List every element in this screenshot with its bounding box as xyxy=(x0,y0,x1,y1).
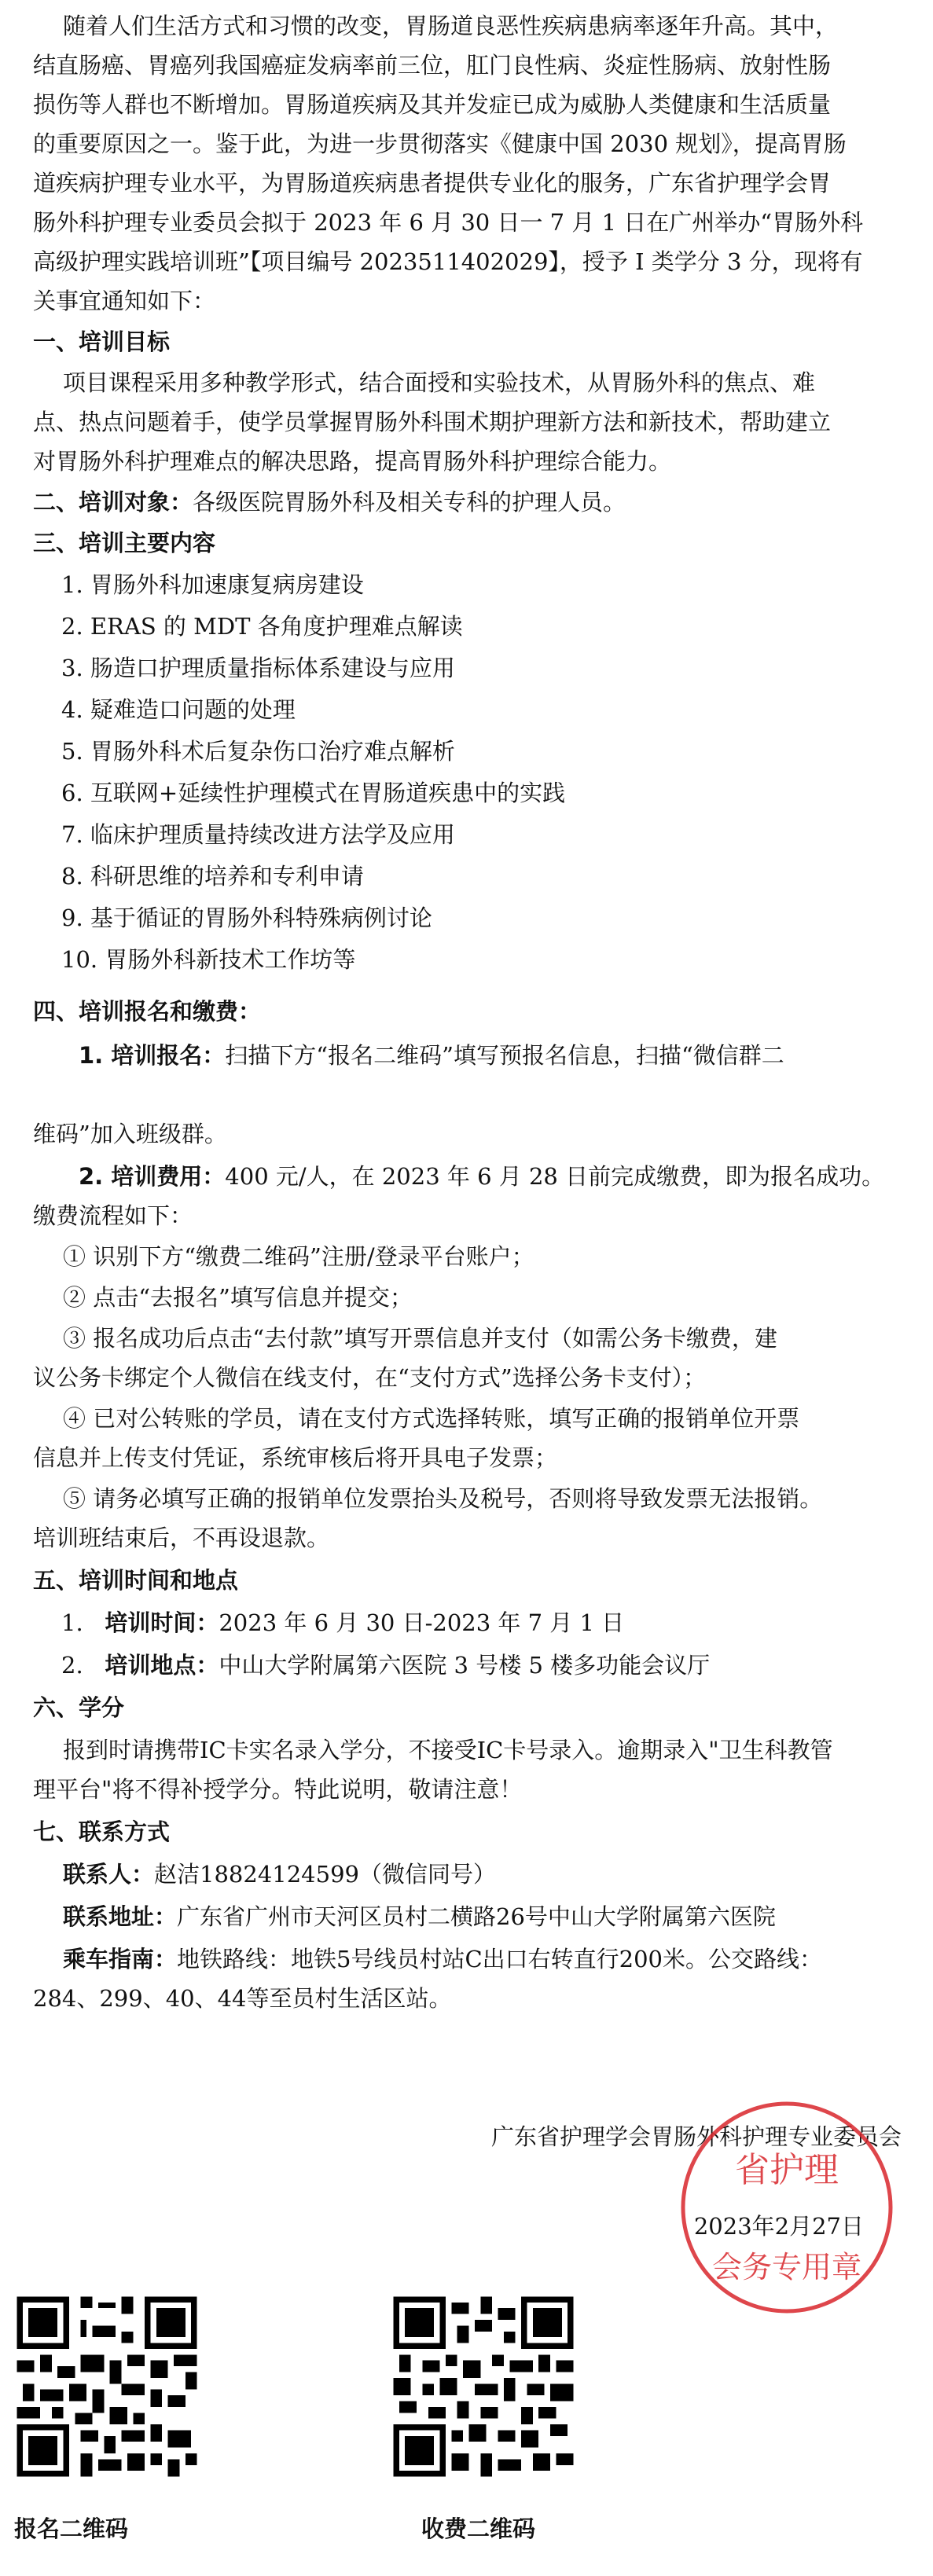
transport-label: 乘车指南： xyxy=(63,1946,178,1972)
goal-line: 项目课程采用多种教学形式，结合面授和实验技术，从胃肠外科的焦点、难 xyxy=(63,369,816,396)
intro-line: 损伤等人群也不断增加。胃肠道疾病及其并发症已成为威胁人类健康和生活质量 xyxy=(33,91,832,118)
place-text: 中山大学附属第六医院 3 号楼 5 楼多功能会议厅 xyxy=(219,1652,711,1679)
goal-line: 点、热点问题着手，使学员掌握胃肠外科围术期护理新方法和新技术，帮助建立 xyxy=(33,409,832,435)
official-seal-stamp xyxy=(674,2095,899,2320)
list-item: 5. 胃肠外科术后复杂伤口治疗难点解析 xyxy=(61,738,455,765)
contact-line xyxy=(63,1855,933,1894)
list-item: 2. ERAS 的 MDT 各角度护理难点解读 xyxy=(61,613,463,640)
address-text: 广东省广州市天河区员村二横路26号中山大学附属第六医院 xyxy=(177,1903,776,1930)
intro-line: 随着人们生活方式和习惯的改变，胃肠道良恶性疾病患病率逐年升高。其中， xyxy=(63,13,839,39)
section-heading-time-place: 五、培训时间和地点 xyxy=(33,1567,239,1594)
section-heading-contact: 七、联系方式 xyxy=(33,1818,171,1845)
registration-qr-label: 报名二维码 xyxy=(14,2515,129,2542)
intro-line: 肠外科护理专业委员会拟于 2023 年 6 月 30 日一 7 月 1 日在广州举办“胃肠外科 xyxy=(33,209,864,236)
transport-text: 地铁路线：地铁5号线员村站C出口右转直行200米。公交路线： xyxy=(177,1946,823,1972)
signature-date: 2023年2月27日 xyxy=(693,2213,864,2240)
registration-line-2: 维码”加入班级群。 xyxy=(33,1121,227,1147)
goal-line: 对胃肠外科护理难点的解决思路，提高胃肠外科护理综合能力。 xyxy=(33,448,672,475)
fee-step: ② 点击“去报名”填写信息并提交； xyxy=(63,1284,413,1311)
intro-line: 关事宜通知如下： xyxy=(33,288,216,314)
transport-line xyxy=(63,1939,933,1979)
registration-label: 1. 培训报名： xyxy=(79,1042,226,1069)
transport-line-2: 284、299、40、44等至员村生活区站。 xyxy=(33,1985,452,2012)
section-heading-credits: 六、学分 xyxy=(33,1694,125,1721)
list-item: 10. 胃肠外科新技术工作坊等 xyxy=(61,946,356,973)
list-item: 7. 临床护理质量持续改进方法学及应用 xyxy=(61,821,455,848)
place-label: 培训地点： xyxy=(105,1652,219,1679)
time-label: 培训时间： xyxy=(105,1609,219,1636)
section-heading-goal: 一、培训目标 xyxy=(33,328,171,355)
list-item: 8. 科研思维的培养和专利申请 xyxy=(61,863,364,890)
time-number: 1. xyxy=(61,1609,83,1636)
section-heading-audience: 二、培训对象： xyxy=(33,489,193,516)
seal-top-text: 省护理 xyxy=(735,2150,839,2190)
list-item: 4. 疑难造口问题的处理 xyxy=(61,696,296,723)
seal-bottom-text: 会务专用章 xyxy=(711,2250,862,2284)
section-heading-registration: 四、培训报名和缴费： xyxy=(33,998,262,1025)
registration-text: 扫描下方“报名二维码”填写预报名信息，扫描“微信群二 xyxy=(225,1042,784,1069)
audience-text: 各级医院胃肠外科及相关专科的护理人员。 xyxy=(193,489,626,516)
payment-qr-label: 收费二维码 xyxy=(421,2515,536,2542)
intro-line: 高级护理实践培训班”【项目编号 2023511402029】，授予 I 类学分 3 分，现将有 xyxy=(33,248,863,275)
list-item: 6. 互联网+延续性护理模式在胃肠道疾患中的实践 xyxy=(61,780,566,806)
fee-line xyxy=(79,1157,933,1196)
fee-step: 议公务卡绑定个人微信在线支付，在“支付方式”选择公务卡支付）； xyxy=(33,1364,707,1391)
fee-step: 信息并上传支付凭证，系统审核后将开具电子发票； xyxy=(33,1444,558,1471)
time-line xyxy=(61,1603,933,1642)
fee-line-2: 缴费流程如下： xyxy=(33,1202,193,1229)
address-line xyxy=(63,1897,933,1936)
registration-line xyxy=(79,1036,933,1075)
fee-text: 400 元/人，在 2023 年 6 月 28 日前完成缴费，即为报名成功。 xyxy=(225,1163,885,1190)
intro-line: 道疾病护理专业水平，为胃肠道疾病患者提供专业化的服务，广东省护理学会胃 xyxy=(33,170,832,196)
contact-text: 赵洁18824124599（微信同号） xyxy=(154,1861,496,1888)
time-text: 2023 年 6 月 30 日-2023 年 7 月 1 日 xyxy=(219,1609,625,1636)
place-number: 2. xyxy=(61,1652,83,1679)
fee-step: ③ 报名成功后点击“去付款”填写开票信息并支付（如需公务卡缴费，建 xyxy=(63,1325,777,1352)
list-item: 3. 肠造口护理质量指标体系建设与应用 xyxy=(61,655,455,681)
fee-step: ⑤ 请务必填写正确的报销单位发票抬头及税号，否则将导致发票无法报销。 xyxy=(63,1485,823,1512)
list-item: 1. 胃肠外科加速康复病房建设 xyxy=(61,571,364,598)
signature-org: 广东省护理学会胃肠外科护理专业委员会 xyxy=(490,2123,902,2150)
credits-line: 理平台"将不得补授学分。特此说明，敬请注意！ xyxy=(33,1776,523,1803)
payment-qr-code[interactable] xyxy=(388,2291,579,2482)
registration-qr-code[interactable] xyxy=(11,2291,203,2482)
fee-label: 2. 培训费用： xyxy=(79,1163,226,1190)
intro-line: 结直肠癌、胃癌列我国癌症发病率前三位，肛门良性病、炎症性肠病、放射性肠 xyxy=(33,52,832,79)
content-list xyxy=(61,564,933,981)
intro-line: 的重要原因之一。鉴于此，为进一步贯彻落实《健康中国 2030 规划》，提高胃肠 xyxy=(33,130,847,157)
fee-step: 培训班结束后，不再设退款。 xyxy=(33,1525,330,1551)
section-audience xyxy=(33,483,905,522)
fee-step: ① 识别下方“缴费二维码”注册/登录平台账户； xyxy=(63,1243,534,1270)
credits-line: 报到时请携带IC卡实名录入学分，不接受IC卡号录入。逾期录入"卫生科教管 xyxy=(63,1737,833,1763)
fee-step: ④ 已对公转账的学员，请在支付方式选择转账，填写正确的报销单位开票 xyxy=(63,1405,800,1432)
address-label: 联系地址： xyxy=(63,1903,178,1930)
place-line xyxy=(61,1646,933,1685)
list-item: 9. 基于循证的胃肠外科特殊病例讨论 xyxy=(61,905,432,931)
section-heading-content: 三、培训主要内容 xyxy=(33,530,216,556)
contact-label: 联系人： xyxy=(63,1861,155,1888)
